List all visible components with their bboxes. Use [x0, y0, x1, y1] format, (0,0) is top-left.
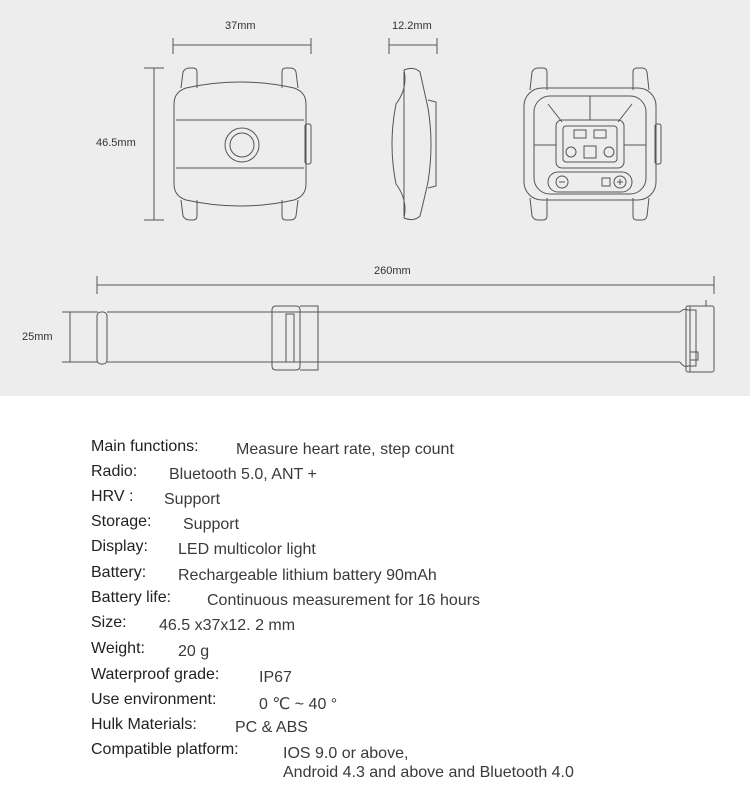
spec-label: Battery life: [91, 589, 172, 606]
spec-label: HRV : [91, 488, 134, 505]
spec-label: Weight: [91, 640, 145, 657]
spec-label: Main functions: [91, 438, 199, 455]
spec-label: Radio: [91, 463, 138, 480]
spec-label: Display: [91, 538, 148, 555]
strap-width-dimension-label: 25mm [22, 331, 53, 343]
device-front-view [174, 68, 311, 220]
strap-width-dimension-line [62, 312, 98, 362]
spec-value-line: IOS 9.0 or above, [283, 745, 409, 762]
spec-value: Continuous measurement for 16 hours [207, 592, 481, 609]
technical-drawing-panel [0, 0, 750, 396]
spec-value: LED multicolor light [178, 541, 316, 558]
height-dimension-label: 46.5mm [96, 137, 136, 149]
spec-label: Use environment: [91, 691, 217, 708]
specifications-list [0, 396, 750, 806]
thickness-dimension-line [389, 38, 437, 54]
thickness-dimension-label: 12.2mm [392, 20, 432, 32]
strap-length-dimension-label: 260mm [374, 265, 411, 277]
spec-value: Measure heart rate, step count [236, 441, 454, 458]
spec-label: Size: [91, 614, 127, 631]
spec-label: Hulk Materials: [91, 716, 197, 733]
device-side-view [392, 68, 436, 219]
spec-label: Storage: [91, 513, 152, 530]
spec-value: 46.5 x37x12. 2 mm [159, 617, 296, 634]
technical-drawing [0, 0, 750, 396]
width-dimension-label: 37mm [225, 20, 256, 32]
spec-value-line: Android 4.3 and above and Bluetooth 4.0 [283, 764, 574, 781]
spec-value: IP67 [259, 669, 292, 686]
device-back-view [524, 68, 661, 220]
spec-value: 0 ℃ ~ 40 ° [259, 696, 338, 713]
strap-length-dimension-line [97, 276, 714, 294]
spec-value: Rechargeable lithium battery 90mAh [178, 567, 437, 584]
spec-label: Battery: [91, 564, 147, 581]
strap-drawing [97, 300, 714, 372]
width-dimension-line [173, 38, 311, 54]
spec-label: Compatible platform: [91, 741, 239, 758]
spec-value: Support [164, 491, 221, 508]
spec-value: Bluetooth 5.0, ANT + [169, 466, 317, 483]
spec-value: 20 g [178, 643, 210, 660]
height-dimension-line [144, 68, 164, 220]
spec-value: Support [183, 516, 240, 533]
spec-label: Waterproof grade: [91, 666, 220, 683]
spec-value: PC & ABS [235, 719, 308, 736]
spec-value [283, 744, 574, 782]
